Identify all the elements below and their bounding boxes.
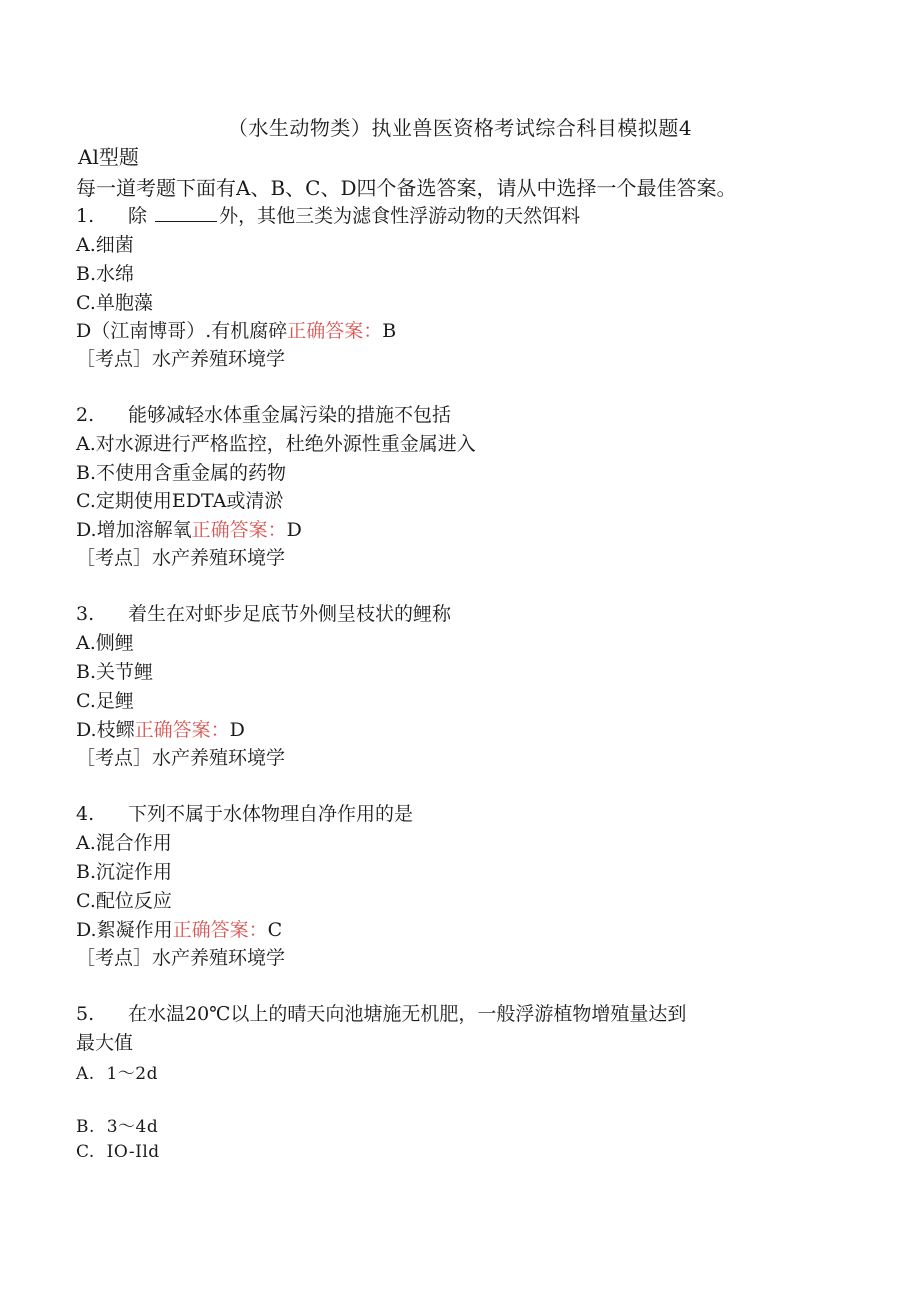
question-stem: 在水温20℃以上的晴天向池塘施无机肥，一般浮游植物增殖量达到 — [128, 1003, 687, 1025]
document-title: （水生动物类）执业兽医资格考试综合科目模拟题4 — [227, 116, 693, 140]
question-2-option-c: C.定期使用EDTA或清淤 — [76, 490, 284, 512]
answer-value: D — [286, 519, 302, 541]
question-number: 3. — [76, 603, 95, 625]
question-number: 2. — [76, 404, 95, 426]
answer-value: C — [267, 919, 283, 941]
answer-label: 正确答案： — [287, 320, 383, 342]
question-2-option-d — [76, 515, 302, 542]
question-stem-before: 除 — [128, 205, 148, 227]
option-text: D（江南博哥）.有机腐碎 — [76, 320, 288, 342]
question-4-stem — [76, 799, 413, 826]
question-1-note: ［考点］水产养殖环境学 — [76, 348, 286, 370]
question-5-option-c: C. IO-Ild — [76, 1142, 160, 1162]
question-1-option-d — [76, 316, 396, 343]
question-5-option-a: A. 1～2d — [76, 1064, 159, 1084]
question-1-option-c: C.单胞藻 — [76, 292, 153, 314]
question-stem: 着生在对虾步足底节外侧呈枝状的鲤称 — [128, 603, 452, 625]
question-2-note: ［考点］水产养殖环境学 — [76, 547, 286, 569]
question-5-stem-continued: 最大值 — [76, 1032, 134, 1054]
question-3-option-c: C.足鲤 — [76, 690, 134, 712]
answer-value: D — [229, 719, 245, 741]
question-4-option-c: C.配位反应 — [76, 890, 172, 912]
answer-label: 正确答案： — [172, 919, 268, 941]
answer-value: B — [382, 320, 397, 342]
answer-label: 正确答案： — [191, 519, 287, 541]
question-4-option-a: A.混合作用 — [76, 832, 172, 854]
question-3-option-b: B.关节鲤 — [76, 661, 154, 683]
question-number: 1. — [76, 205, 95, 227]
question-1-option-a: A.细菌 — [76, 234, 134, 256]
section-type: Al型题 — [78, 145, 139, 169]
question-number: 4. — [76, 803, 95, 825]
question-2-option-b: B.不使用含重金属的药物 — [76, 462, 287, 484]
question-stem-after: 外，其他三类为滤食性浮游动物的天然饵料 — [219, 205, 581, 227]
question-5-stem — [76, 999, 686, 1026]
question-stem: 下列不属于水体物理自净作用的是 — [128, 803, 414, 825]
option-text: D.枝鳏 — [76, 719, 135, 741]
question-3-option-a: A.侧鲤 — [76, 632, 134, 654]
question-1-option-b: B.水绵 — [76, 263, 135, 285]
question-number: 5. — [76, 1003, 95, 1025]
answer-blank — [155, 207, 217, 222]
question-5-option-b: B. 3～4d — [76, 1117, 159, 1137]
question-4-option-b: B.沉淀作用 — [76, 861, 173, 883]
section-instruction: 每一道考题下面有A、B、C、D四个备选答案，请从中选择一个最佳答案。 — [76, 176, 737, 200]
answer-label: 正确答案： — [134, 719, 230, 741]
option-text: D.絮凝作用 — [76, 919, 173, 941]
question-3-note: ［考点］水产养殖环境学 — [76, 747, 286, 769]
question-3-stem — [76, 599, 451, 626]
question-3-option-d — [76, 715, 245, 742]
option-text: D.增加溶解氧 — [76, 519, 192, 541]
question-4-note: ［考点］水产养殖环境学 — [76, 947, 286, 969]
question-1-stem — [76, 201, 580, 228]
question-2-stem — [76, 400, 451, 427]
question-2-option-a: A.对水源进行严格监控，杜绝外源性重金属进入 — [76, 433, 476, 455]
question-4-option-d — [76, 915, 282, 942]
question-stem: 能够减轻水体重金属污染的措施不包括 — [128, 404, 452, 426]
